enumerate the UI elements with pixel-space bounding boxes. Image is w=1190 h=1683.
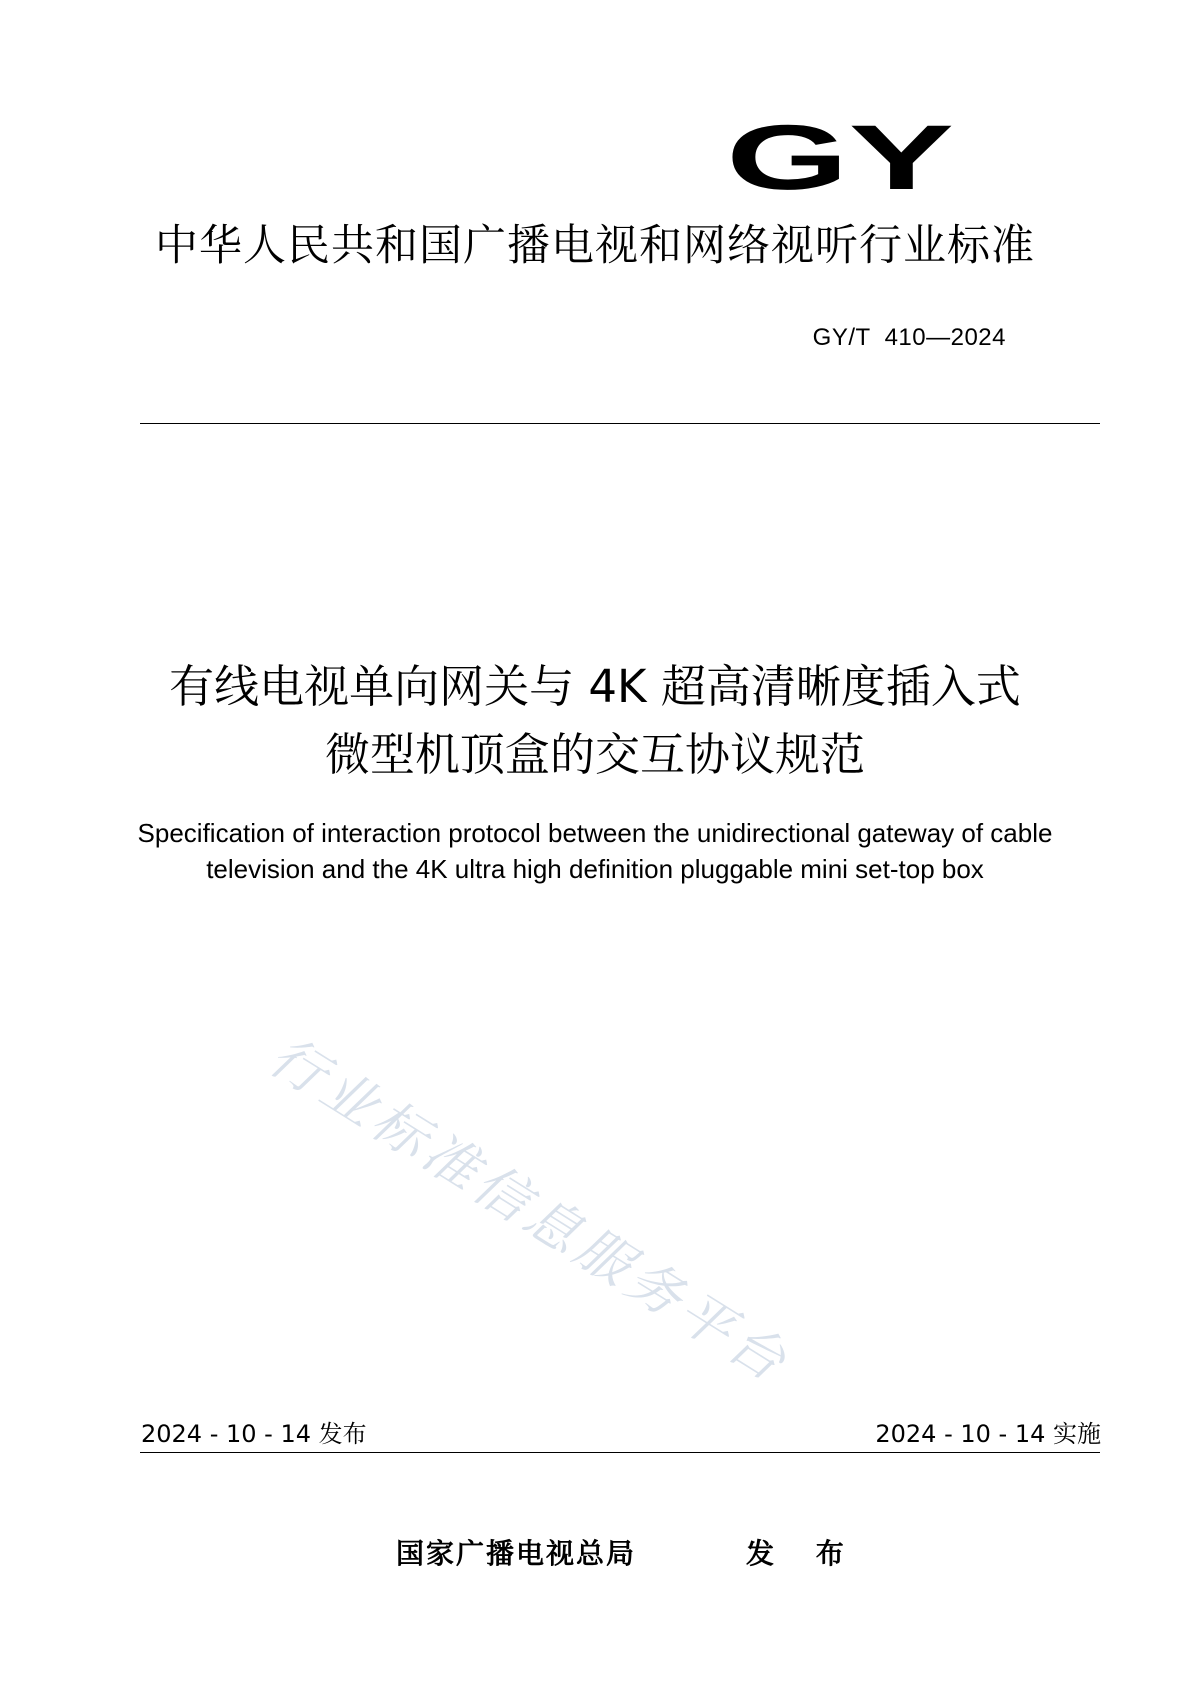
standard-category-title: 中华人民共和国广播电视和网络视听行业标准 <box>155 221 1035 271</box>
issue-date: 2024 - 10 - 14 发布 <box>141 1420 367 1448</box>
publisher-name: 国家广播电视总局 <box>396 1537 637 1570</box>
title-en-line1: Specification of interaction protocol between the unidirectional gateway of cable <box>137 818 1053 848</box>
watermark: 行业标准信息服务平台 <box>258 1024 801 1396</box>
top-divider <box>140 423 1100 424</box>
gy-logo-text: GY <box>726 118 954 198</box>
standard-number: GY/T 410—2024 <box>812 324 1006 351</box>
bottom-divider <box>140 1452 1100 1453</box>
publish-label: 发 布 <box>746 1537 860 1570</box>
title-cn-line2: 微型机顶盒的交互协议规范 <box>324 728 865 781</box>
gy-logo <box>724 118 956 198</box>
implementation-date: 2024 - 10 - 14 实施 <box>875 1420 1101 1448</box>
title-cn-line1: 有线电视单向网关与 4K 超高清晰度插入式 <box>169 660 1021 713</box>
title-en-line2: television and the 4K ultra high definition pluggable mini set-top box <box>206 854 984 884</box>
